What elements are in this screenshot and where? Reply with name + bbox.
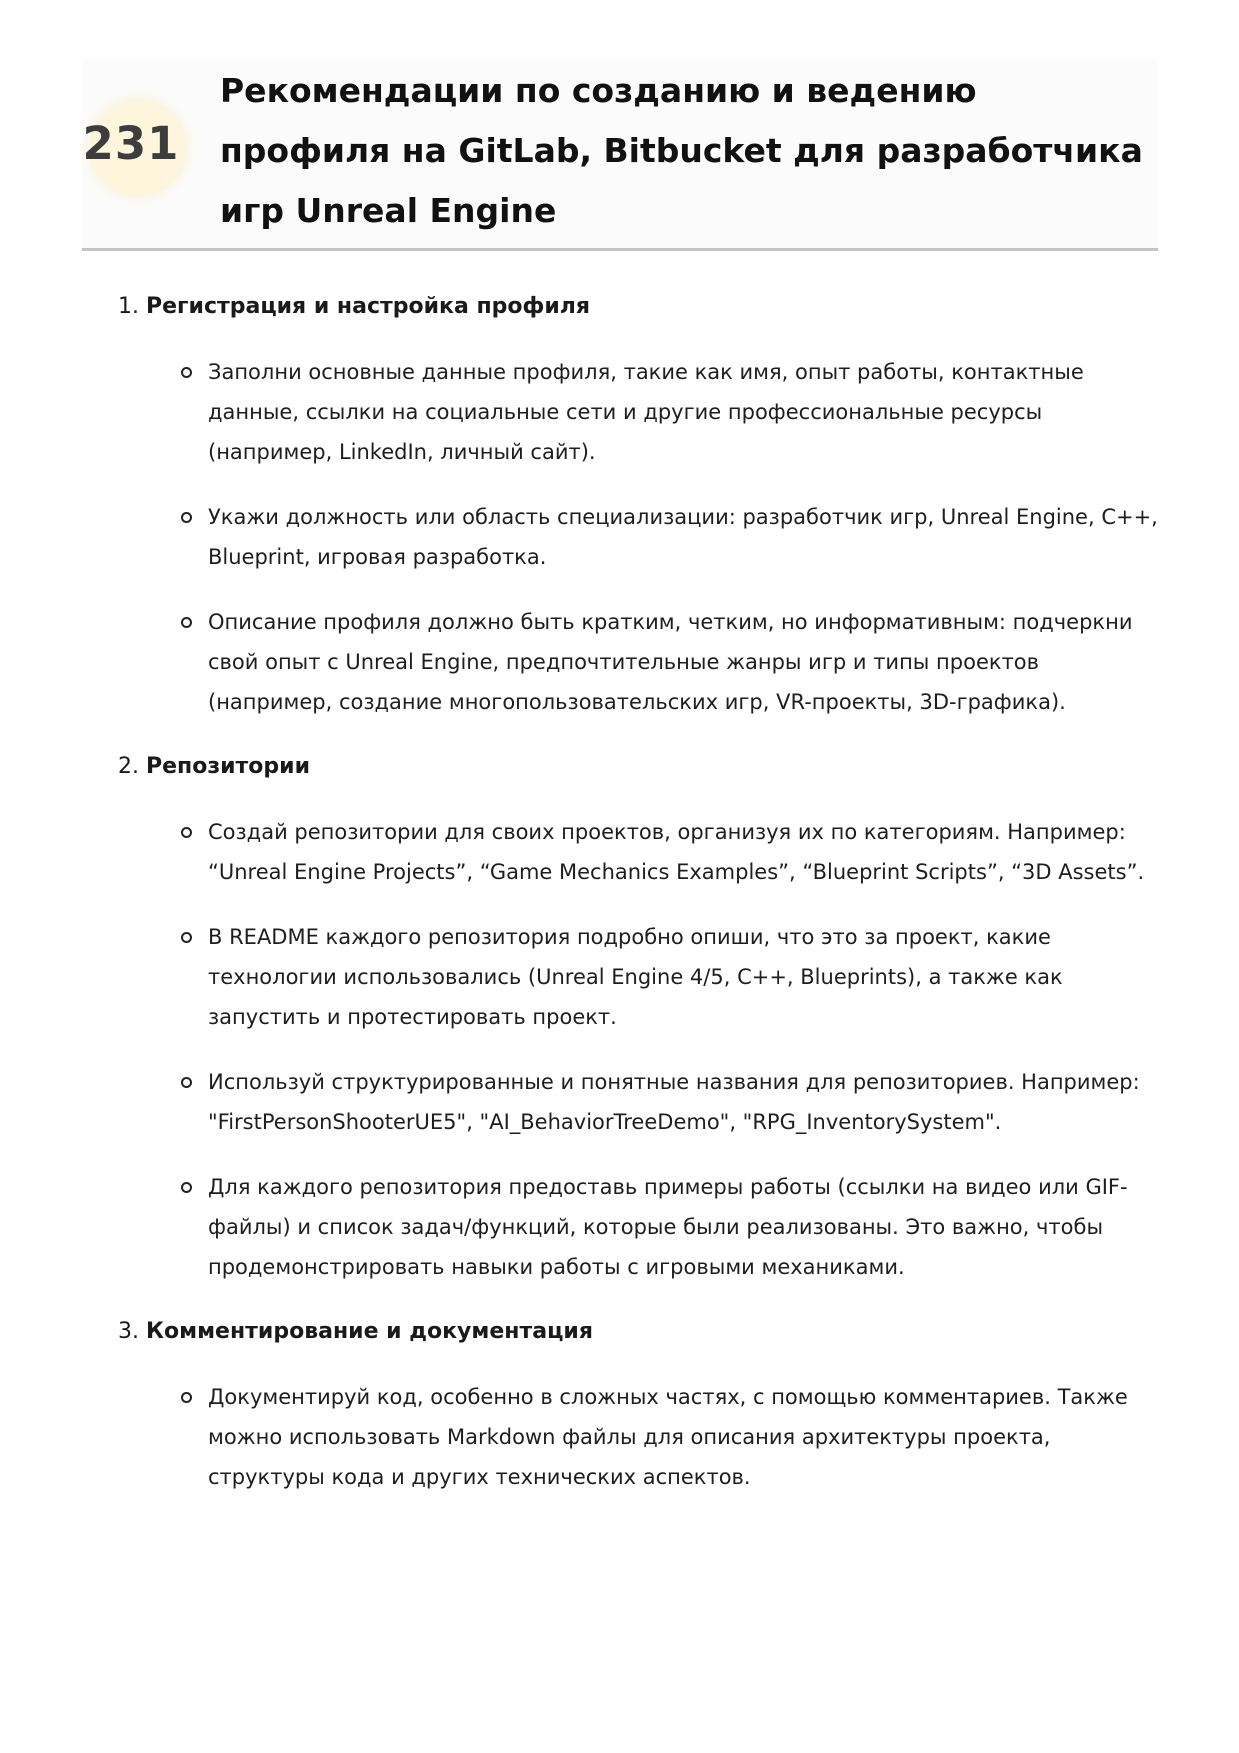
bullet-icon — [181, 1077, 192, 1088]
page-number: 231 — [82, 117, 180, 170]
section-number: 2. — [118, 754, 139, 779]
bullet-list — [118, 1377, 1163, 1497]
list-item-text: Документируй код, особенно в сложных частях, с помощью комментариев. Также можно использовать Markdown файлы для описания архитектуры проекта, структуры кода и других технических аспектов. — [208, 1385, 1128, 1489]
bullet-icon — [181, 367, 192, 378]
list-item — [208, 497, 1163, 577]
section-repositories — [118, 747, 1163, 1287]
section-title: Репозитории — [146, 754, 311, 779]
bullet-icon — [181, 1182, 192, 1193]
section-heading — [118, 287, 1163, 327]
bullet-icon — [181, 617, 192, 628]
list-item — [208, 1377, 1163, 1497]
list-item — [208, 602, 1163, 722]
section-title: Регистрация и настройка профиля — [146, 294, 591, 319]
list-item-text: Создай репозитории для своих проектов, организуя их по категориям. Например: “Unreal Engine Projects”, “Game Mechanics Examples”, “Blueprint Scripts”, “3D Assets”. — [208, 820, 1145, 884]
bullet-list — [118, 352, 1163, 722]
bullet-icon — [181, 827, 192, 838]
content — [118, 287, 1163, 1522]
section-number: 3. — [118, 1319, 139, 1344]
list-item-text: В README каждого репозитория подробно опиши, что это за проект, какие технологии использовались (Unreal Engine 4/5, C++, Blueprints), а также как запустить и протестировать проект. — [208, 925, 1063, 1029]
list-item — [208, 917, 1163, 1037]
section-documentation — [118, 1312, 1163, 1497]
bullet-icon — [181, 932, 192, 943]
section-number: 1. — [118, 294, 139, 319]
page-header — [82, 58, 1158, 251]
section-registration — [118, 287, 1163, 722]
section-title: Комментирование и документация — [146, 1319, 593, 1344]
list-item-text: Укажи должность или область специализации: разработчик игр, Unreal Engine, C++, Blueprint, игровая разработка. — [208, 505, 1158, 569]
page-title: Рекомендации по созданию и ведению профиля на GitLab, Bitbucket для разработчика игр Unreal Engine — [220, 71, 1143, 230]
list-item — [208, 812, 1163, 892]
list-item-text: Используй структурированные и понятные названия для репозиториев. Например: "FirstPersonShooterUE5", "AI_BehaviorTreeDemo", "RPG_InventorySystem". — [208, 1070, 1140, 1134]
section-heading — [118, 747, 1163, 787]
bullet-list — [118, 812, 1163, 1287]
list-item — [208, 1062, 1163, 1142]
list-item — [208, 1167, 1163, 1287]
bullet-icon — [181, 1392, 192, 1403]
list-item-text: Для каждого репозитория предоставь примеры работы (ссылки на видео или GIF-файлы) и список задач/функций, которые были реализованы. Это важно, чтобы продемонстрировать навыки работы с игровыми механиками. — [208, 1175, 1128, 1279]
bullet-icon — [181, 512, 192, 523]
list-item — [208, 352, 1163, 472]
section-heading — [118, 1312, 1163, 1352]
list-item-text: Описание профиля должно быть кратким, четким, но информативным: подчеркни свой опыт с Unreal Engine, предпочтительные жанры игр и типы проектов (например, создание многопользовательских игр, VR-проекты, 3D-графика). — [208, 610, 1133, 714]
list-item-text: Заполни основные данные профиля, такие как имя, опыт работы, контактные данные, ссылки на социальные сети и другие профессиональные ресурсы (например, LinkedIn, личный сайт). — [208, 360, 1084, 464]
